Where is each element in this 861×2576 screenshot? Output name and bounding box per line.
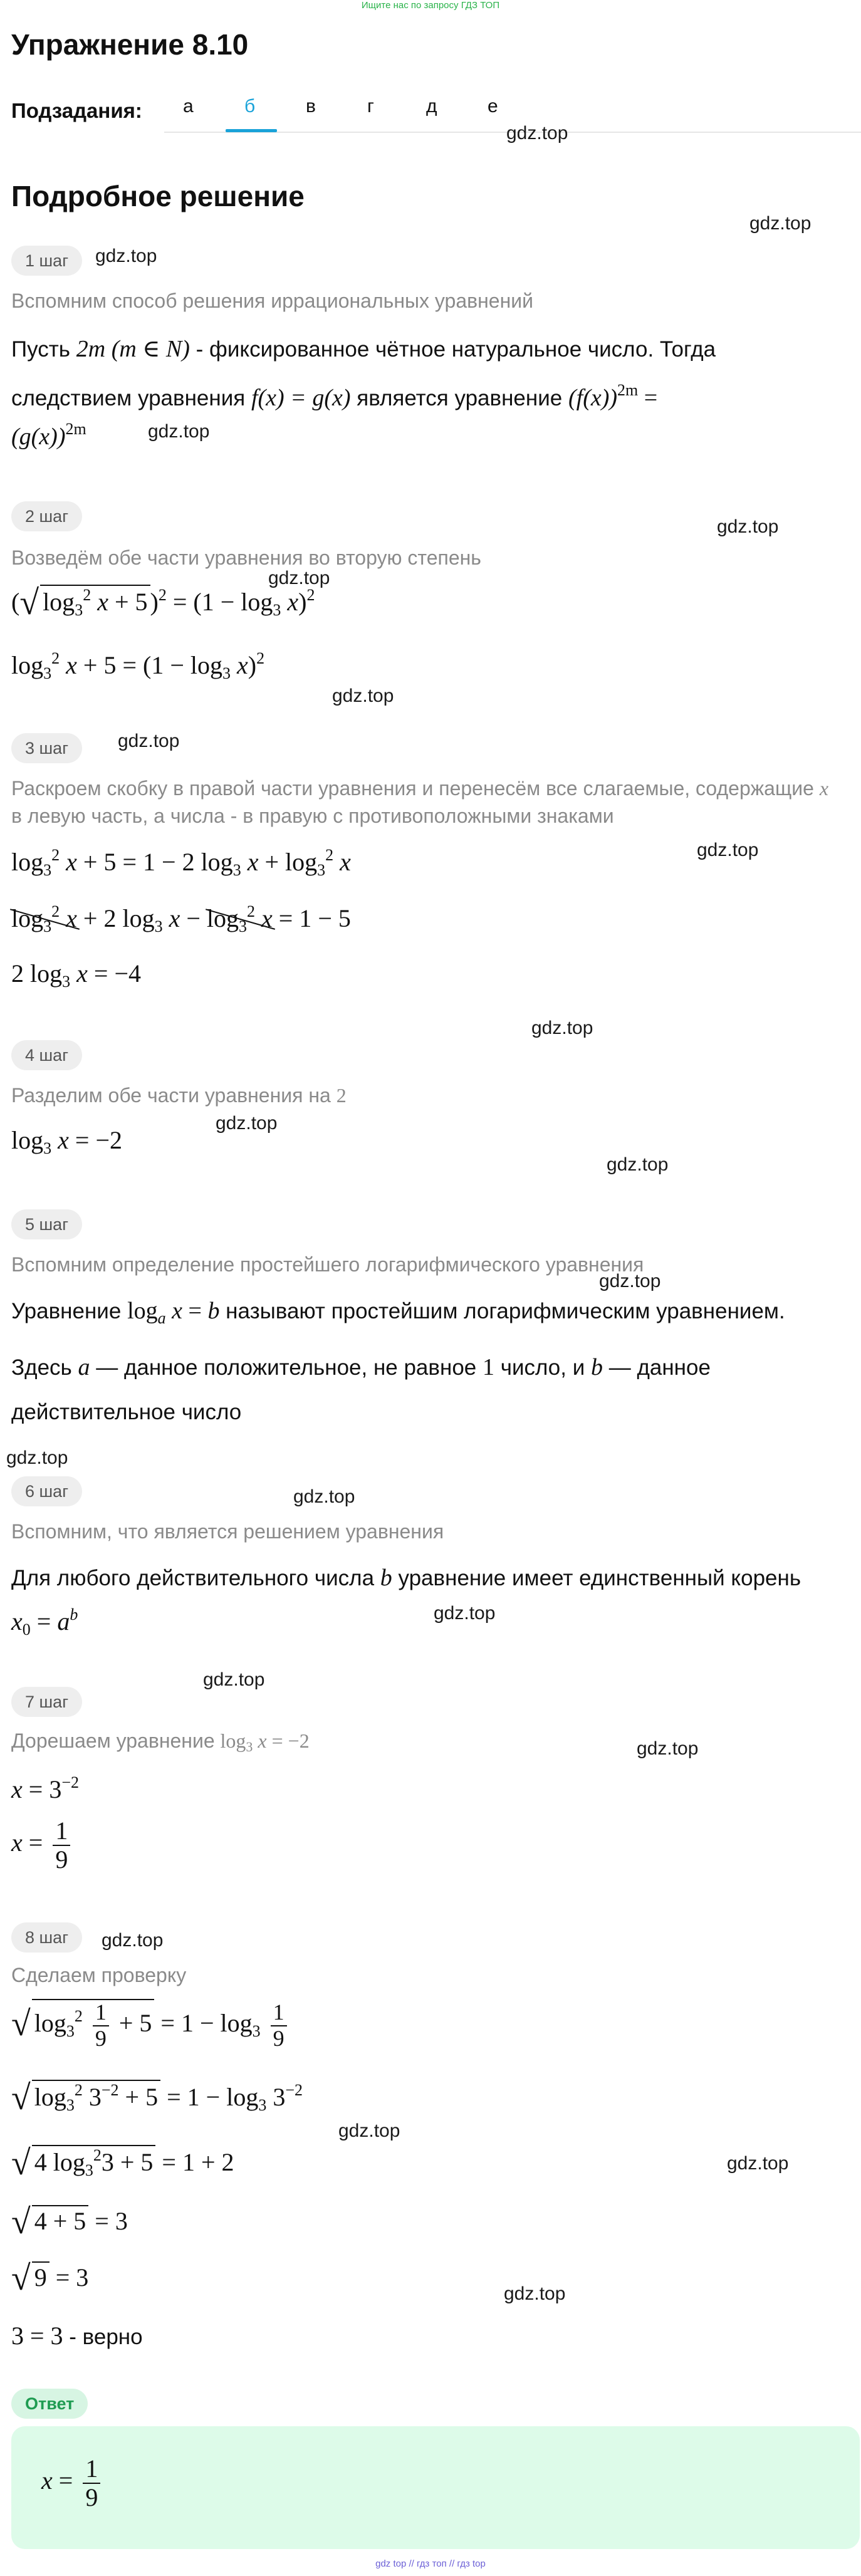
watermark: gdz.top — [332, 686, 394, 706]
watermark: gdz.top — [102, 1930, 164, 1951]
answer-badge: Ответ — [11, 2389, 88, 2419]
step-badge: 1 шаг — [11, 246, 82, 276]
watermark: gdz.top — [148, 421, 210, 442]
step-badge: 3 шаг — [11, 733, 82, 763]
step-hint: Вспомним способ решения иррациональных уравнений — [11, 289, 533, 312]
step-text: $(g(x))^{2m}$ — [11, 420, 86, 450]
step-hint: Разделим обе части уравнения на 2 — [11, 1084, 347, 1107]
footer-links: gdz top // гдз топ // гдз top — [375, 2558, 486, 2569]
formula: √ 4 + 5 = 3 — [11, 2203, 128, 2241]
watermark: gdz.top — [727, 2153, 789, 2174]
step-hint: Раскроем скобку в правой части уравнения и перенесём все слагаемые, содержащие x — [11, 777, 829, 800]
watermark: gdz.top — [268, 568, 330, 588]
formula: 2 $\log_3 x = -4$ — [11, 959, 142, 991]
step-text: Для любого действительного числа b уравнение имеет единственный корень — [11, 1565, 801, 1591]
solution-title: Подробное решение — [11, 180, 305, 212]
watermark: gdz.top — [95, 246, 157, 266]
tab-a[interactable]: а — [183, 96, 194, 117]
formula: √ 4 $\log_3^23 + 5 = 1 + 2$ — [11, 2144, 234, 2182]
step-hint: в левую часть, а числа - в правую с противоположными знаками — [11, 805, 614, 827]
step-hint: Дорешаем уравнение log3 x = −2 — [11, 1729, 310, 1755]
active-tab-indicator — [226, 129, 277, 132]
page-title: Упражнение 8.10 — [11, 28, 249, 61]
watermark: gdz.top — [504, 2283, 566, 2304]
formula: $x = 3^{-2}$ — [11, 1773, 79, 1803]
step-badge: 6 шаг — [11, 1476, 82, 1506]
step-text: Пусть 2m (m ∈ N) - фиксированное чётное натуральное число. Тогда — [11, 336, 716, 362]
watermark: gdz.top — [607, 1154, 669, 1175]
top-banner: Ищите нас по запросу ГДЗ ТОП — [361, 0, 500, 11]
watermark: gdz.top — [637, 1738, 699, 1759]
tab-v[interactable]: в — [306, 96, 316, 117]
step-text: следствием уравнения f(x) = g(x) является уравнение $(f(x))^{2m}$ = — [11, 381, 658, 411]
formula: $x_0 = a^b$ — [11, 1605, 78, 1639]
watermark: gdz.top — [506, 123, 568, 143]
formula: $\log_3 x = -2$ — [11, 1126, 123, 1157]
watermark: gdz.top — [6, 1447, 68, 1468]
step-text: действительное число — [11, 1400, 242, 1424]
watermark: gdz.top — [697, 840, 759, 860]
tab-b[interactable]: б — [244, 96, 256, 117]
step-hint: Вспомним, что является решением уравнения — [11, 1520, 444, 1543]
watermark: gdz.top — [749, 213, 811, 234]
watermark: gdz.top — [599, 1271, 661, 1291]
watermark: gdz.top — [531, 1018, 593, 1038]
watermark: gdz.top — [434, 1603, 496, 1624]
step-badge: 8 шаг — [11, 1922, 82, 1953]
step-badge: 4 шаг — [11, 1040, 82, 1070]
watermark: gdz.top — [717, 516, 779, 537]
watermark: gdz.top — [338, 2120, 400, 2141]
formula: $\log_3^2 x + 5 = (1 - \log_3 x)^2$ — [11, 649, 265, 682]
watermark: gdz.top — [293, 1486, 355, 1507]
formula: x = $\frac{1}{9}$ — [11, 1817, 74, 1874]
formula: √ $\log_3^2$ $\frac{1}{9}$ + $5 = 1 - \log_3$ $\frac{1}{9}$ — [11, 1999, 291, 2051]
formula: (√ $\log_3^2 x + 5$ )$^2 = (1 - \log_3 x)^2$ — [11, 583, 315, 622]
tab-d[interactable]: д — [426, 96, 437, 117]
formula: 3 = 3 - верно — [11, 2322, 143, 2350]
step-badge: 7 шаг — [11, 1687, 82, 1717]
formula: $\log_3^2 x + 2$ $\log_3 x - \log_3^2 x = 1 - 5$ — [11, 902, 351, 936]
step-badge: 2 шаг — [11, 501, 82, 531]
answer-formula: x = $\frac{1}{9}$ — [41, 2455, 104, 2511]
step-text: Уравнение $\log_a x = b$ называют простейшим логарифмическим уравнением. — [11, 1298, 785, 1327]
watermark: gdz.top — [118, 731, 180, 751]
step-hint: Сделаем проверку — [11, 1964, 187, 1986]
step-hint: Вспомним определение простейшего логарифмического уравнения — [11, 1253, 644, 1276]
formula: √ 9 = 3 — [11, 2259, 89, 2298]
tab-e[interactable]: е — [488, 96, 498, 117]
formula: $\log_3^2 x + 5 = 1 - 2$ $\log_3 x + \log_3^2 x$ — [11, 846, 351, 879]
step-badge: 5 шаг — [11, 1209, 82, 1239]
formula: √ $\log_3^2 3^{-2} + 5 = 1 - \log_3 3^{-2}$ — [11, 2078, 303, 2117]
watermark: gdz.top — [203, 1669, 265, 1690]
tab-g[interactable]: г — [367, 96, 374, 117]
subtasks-label: Подзадания: — [11, 99, 142, 122]
step-text: Здесь a — данное положительное, не равное 1 число, и b — данное — [11, 1354, 711, 1380]
step-hint: Возведём обе части уравнения во вторую степень — [11, 546, 481, 569]
answer-box — [11, 2426, 860, 2549]
watermark: gdz.top — [216, 1113, 278, 1134]
